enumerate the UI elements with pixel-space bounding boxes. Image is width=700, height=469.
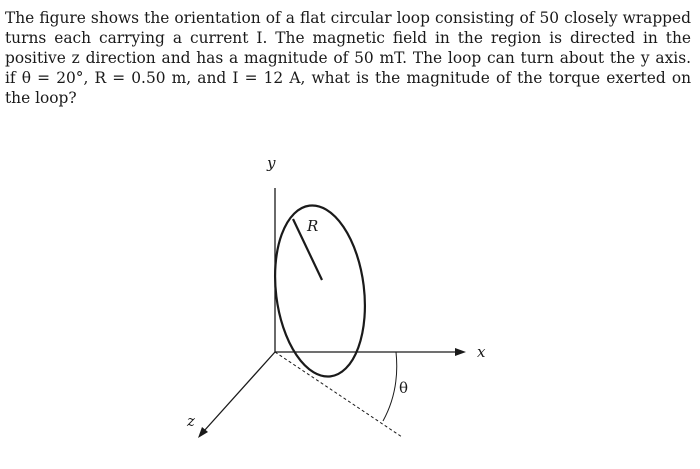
angle-arc: [383, 352, 397, 421]
problem-line-3: positive z direction and has a magnitude of 50 mT. The loop can turn about the y axis.: [5, 49, 691, 67]
dashed-reference-line: [275, 352, 402, 437]
angle-label: θ: [399, 379, 409, 397]
radius-label: R: [307, 217, 319, 235]
z-axis-label: z: [187, 412, 195, 430]
problem-line-2: turns each carrying a current I. The magnetic field in the region is directed in the: [5, 29, 691, 47]
problem-line-1: The figure shows the orientation of a flat circular loop consisting of 50 closely wrapped: [5, 9, 691, 27]
problem-line-5: the loop?: [5, 89, 77, 107]
x-axis-label: x: [477, 343, 486, 361]
x-axis-arrowhead: [455, 348, 466, 356]
y-axis-label: y: [267, 154, 276, 172]
z-axis-line: [204, 352, 275, 431]
problem-line-4: if θ = 20°, R = 0.50 m, and I = 12 A, what is the magnitude of the torque exerted on: [5, 69, 691, 87]
circular-loop: [266, 200, 374, 381]
